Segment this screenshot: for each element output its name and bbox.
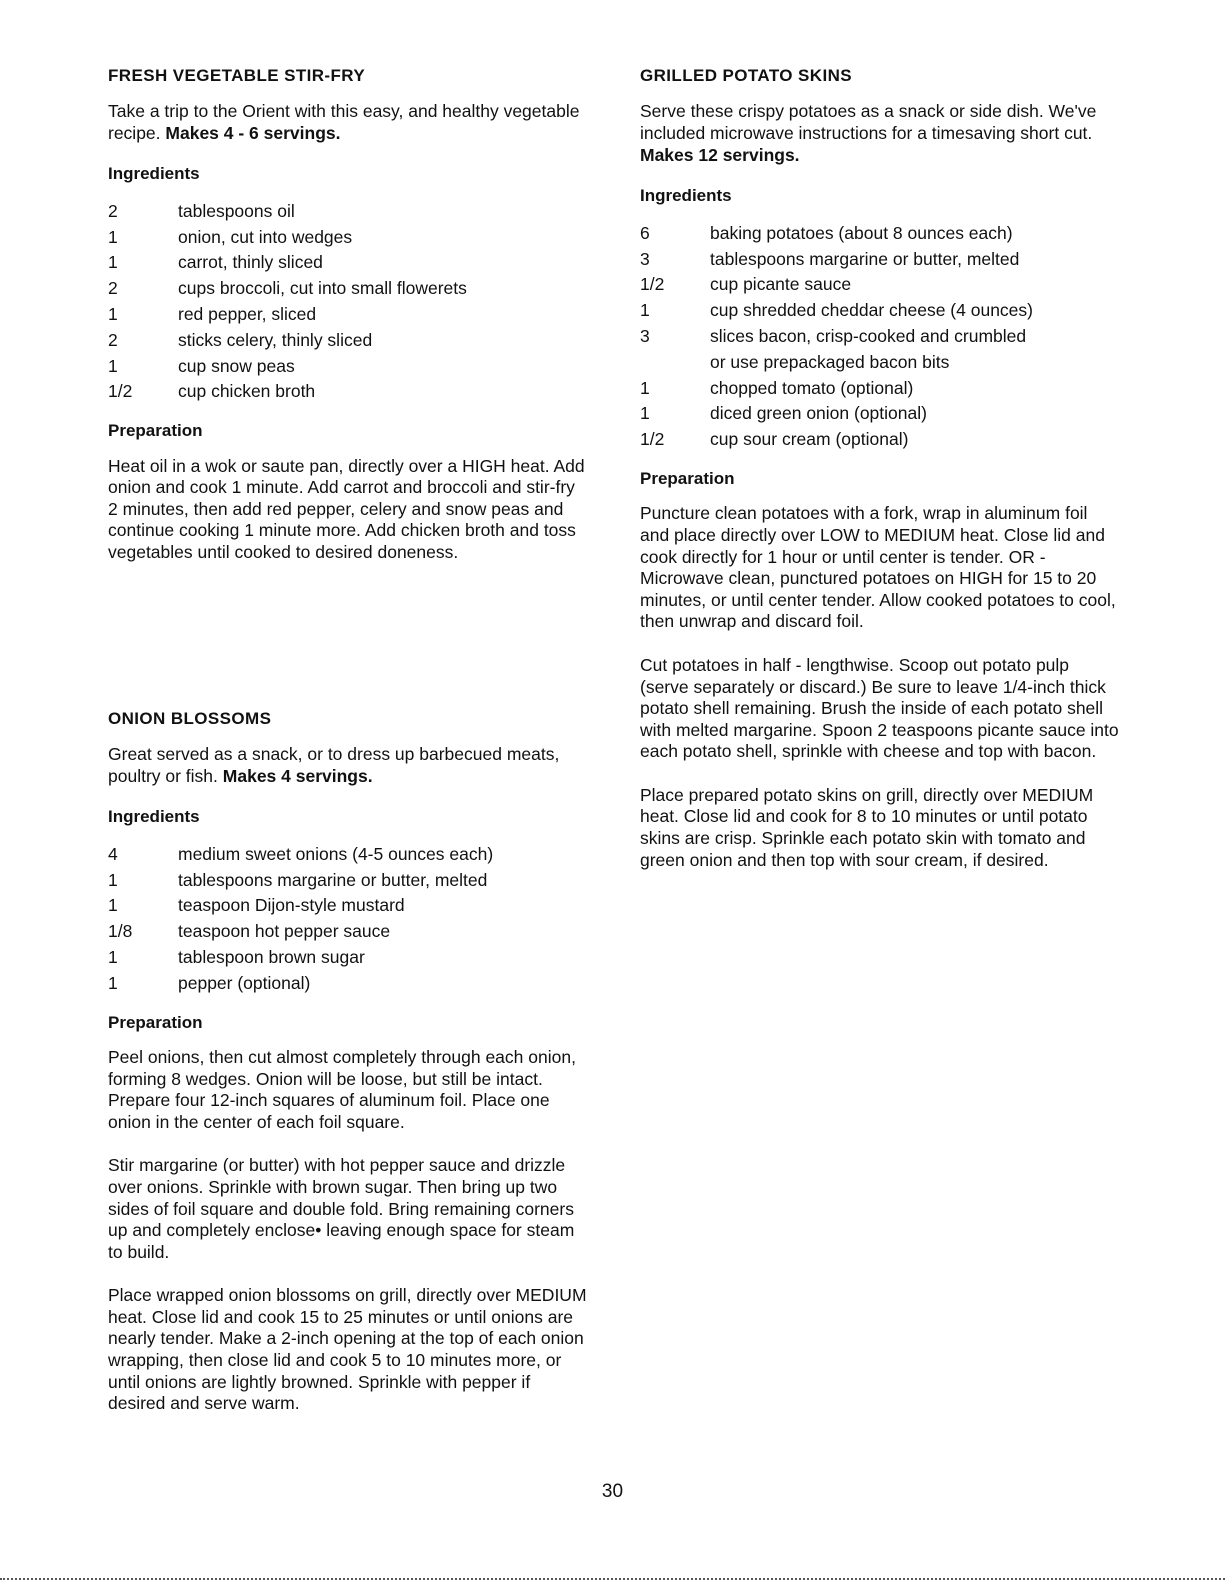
ingredient-description: pepper (optional): [178, 972, 311, 993]
recipe-title: FRESH VEGETABLE STIR-FRY: [108, 66, 366, 85]
preparation-paragraph: Heat oil in a wok or saute pan, directly over a HIGH heat. Add onion and cook 1 minute. Add carrot and broccoli and stir-fry 2 minutes, then add red pepper, celery and snow peas and continue cooking 1 minute more. Add chicken broth and toss vegetables until cooked to desired doneness.: [108, 455, 585, 562]
ingredient-item: [640, 376, 1120, 402]
ingredient-item: [640, 324, 1120, 350]
preparation-paragraph: Cut potatoes in half - lengthwise. Scoop out potato pulp (serve separately or discard.) Be sure to leave 1/4-inch thick potato shell remaining. Brush the inside of each potato shell with melted margarine. Spoon 2 teaspoons picante sauce into each potato shell, sprinkle with cheese and top with bacon.: [640, 654, 1119, 762]
preparation-paragraph: Peel onions, then cut almost completely through each onion, forming 8 wedges. Onion will be loose, but still be intact. Prepare four 12-inch squares of aluminum foil. Place one onion in the center of each foil square.: [108, 1046, 576, 1132]
recipe-stirfry: [108, 66, 588, 564]
ingredient-description: cup sour cream (optional): [710, 429, 909, 450]
ingredient-item: [640, 401, 1120, 427]
right-column: [640, 66, 1120, 893]
ingredient-quantity: 4: [108, 843, 118, 864]
preparation-text: [108, 1047, 588, 1415]
ingredient-description: or use prepackaged bacon bits: [710, 351, 950, 372]
ingredient-description: cup shredded cheddar cheese (4 ounces): [710, 300, 1033, 321]
ingredient-quantity: 1: [108, 972, 118, 993]
recipe-intro: [108, 743, 588, 787]
preparation-paragraph: Stir margarine (or butter) with hot pepper sauce and drizzle over onions. Sprinkle with brown sugar. Then bring up two sides of foil square and double fold. Bring remaining corners up and completely enclose• leaving enough space for steam to build.: [108, 1155, 575, 1262]
left-column: [108, 66, 588, 1414]
bottom-rule: [0, 1578, 1225, 1580]
ingredient-quantity: 1/2: [640, 429, 665, 450]
ingredient-item: [108, 276, 588, 302]
ingredient-item: [108, 868, 588, 894]
ingredient-description: cup chicken broth: [178, 381, 316, 402]
ingredient-description: teaspoon Dijon-style mustard: [178, 895, 405, 916]
ingredient-quantity: 1: [108, 946, 118, 967]
ingredient-description: sticks celery, thinly sliced: [178, 329, 373, 350]
servings-text: Makes 4 servings.: [222, 766, 373, 787]
ingredient-description: tablespoons margarine or butter, melted: [178, 869, 488, 890]
preparation-heading: Preparation: [108, 1012, 203, 1032]
ingredient-item: [640, 427, 1120, 453]
preparation-heading: Preparation: [640, 468, 735, 488]
ingredient-description: red pepper, sliced: [178, 303, 317, 324]
ingredient-description: baking potatoes (about 8 ounces each): [710, 222, 1013, 243]
ingredient-quantity: 1/2: [640, 274, 665, 295]
ingredient-item: [640, 221, 1120, 247]
ingredient-quantity: 2: [108, 200, 118, 221]
ingredient-item: [108, 354, 588, 380]
ingredient-item: [640, 247, 1120, 273]
ingredient-quantity: 3: [640, 325, 650, 346]
preparation-paragraph: Place wrapped onion blossoms on grill, directly over MEDIUM heat. Close lid and cook 15 to 25 minutes or until onions are nearly tender. Make a 2-inch opening at the top of each onion wrapping, then close lid and cook 5 to 10 minutes more, or until onions are lightly browned. Sprinkle with pepper if desired and serve warm.: [108, 1285, 587, 1414]
ingredient-item: [108, 302, 588, 328]
preparation-paragraph: Place prepared potato skins on grill, directly over MEDIUM heat. Close lid and cook for 8 to 10 minutes or until potato skins are crisp. Sprinkle each potato skin with tomato and green onion and then top with sour cream, if desired.: [640, 784, 1094, 870]
ingredient-quantity: 1/2: [108, 381, 133, 402]
ingredient-quantity: 1: [108, 895, 118, 916]
ingredient-description: cup snow peas: [178, 355, 295, 376]
ingredient-description: carrot, thinly sliced: [178, 252, 323, 273]
intro-text: Great served as a snack, or to dress up barbecued meats, poultry or fish.: [108, 744, 560, 787]
ingredient-quantity: 1: [108, 252, 118, 273]
preparation-paragraph: Puncture clean potatoes with a fork, wrap in aluminum foil and place directly over LOW to MEDIUM heat. Close lid and cook directly for 1 hour or until center is tender. OR - Microwave clean, punctured potatoes on HIGH for 15 to 20 minutes, or until center tender. Allow cooked potatoes to cool, then unwrap and discard foil.: [640, 503, 1116, 632]
recipe-title: GRILLED POTATO SKINS: [640, 66, 853, 85]
preparation-text: [108, 456, 588, 564]
ingredient-description: slices bacon, crisp-cooked and crumbled: [710, 325, 1027, 346]
servings-text: Makes 4 - 6 servings.: [165, 123, 341, 144]
ingredient-quantity: 1: [640, 403, 650, 424]
recipe-intro: [108, 100, 588, 144]
ingredient-description: tablespoon brown sugar: [178, 946, 365, 967]
ingredients-list: [640, 221, 1120, 453]
ingredient-quantity: 1: [640, 377, 650, 398]
ingredient-description: chopped tomato (optional): [710, 377, 914, 398]
ingredient-item: [640, 272, 1120, 298]
ingredient-quantity: 1: [108, 226, 118, 247]
recipe-intro: [640, 100, 1120, 166]
ingredient-item: [108, 379, 588, 405]
intro-text: Serve these crispy potatoes as a snack or side dish. We've included microwave instructions for a timesaving short cut.: [640, 101, 1097, 144]
ingredient-quantity: 2: [108, 278, 118, 299]
ingredients-list: [108, 842, 588, 997]
ingredient-quantity: 1: [640, 300, 650, 321]
ingredient-item: [108, 893, 588, 919]
ingredient-item: [108, 842, 588, 868]
intro-text: Take a trip to the Orient with this easy, and healthy vegetable recipe.: [108, 101, 580, 144]
preparation-text: [640, 503, 1120, 871]
ingredient-description: tablespoons margarine or butter, melted: [710, 248, 1020, 269]
ingredient-item: [108, 225, 588, 251]
ingredient-quantity: 1: [108, 869, 118, 890]
ingredient-description: tablespoons oil: [178, 200, 295, 221]
ingredient-description: cup picante sauce: [710, 274, 852, 295]
ingredient-item: [640, 298, 1120, 324]
ingredient-description: medium sweet onions (4-5 ounces each): [178, 843, 494, 864]
ingredient-quantity: 1/8: [108, 921, 133, 942]
ingredient-description: teaspoon hot pepper sauce: [178, 921, 391, 942]
ingredient-quantity: 3: [640, 248, 650, 269]
recipe-grilled-potato-skins: [640, 66, 1120, 871]
ingredient-quantity: [640, 350, 710, 376]
ingredient-quantity: 1: [108, 355, 118, 376]
ingredient-item: [108, 919, 588, 945]
ingredient-quantity: 6: [640, 222, 650, 243]
recipe-onion-blossoms: [108, 709, 588, 1437]
servings-text: Makes 12 servings.: [640, 145, 800, 166]
ingredient-item: [108, 971, 588, 997]
ingredient-description: diced green onion (optional): [710, 403, 927, 424]
ingredient-item: [108, 250, 588, 276]
ingredient-description: onion, cut into wedges: [178, 226, 353, 247]
ingredient-item: [108, 945, 588, 971]
ingredient-quantity: 1: [108, 303, 118, 324]
ingredients-heading: Ingredients: [108, 807, 200, 827]
ingredients-heading: Ingredients: [108, 164, 200, 184]
ingredients-list: [108, 199, 588, 405]
ingredient-quantity: 2: [108, 329, 118, 350]
page-number: 30: [601, 1481, 624, 1502]
ingredient-item: [108, 328, 588, 354]
recipe-title: ONION BLOSSOMS: [108, 709, 272, 728]
ingredient-description: cups broccoli, cut into small flowerets: [178, 278, 467, 299]
preparation-heading: Preparation: [108, 421, 203, 441]
ingredients-heading: Ingredients: [640, 186, 732, 206]
ingredient-item: [108, 199, 588, 225]
ingredient-item: [640, 350, 1120, 376]
